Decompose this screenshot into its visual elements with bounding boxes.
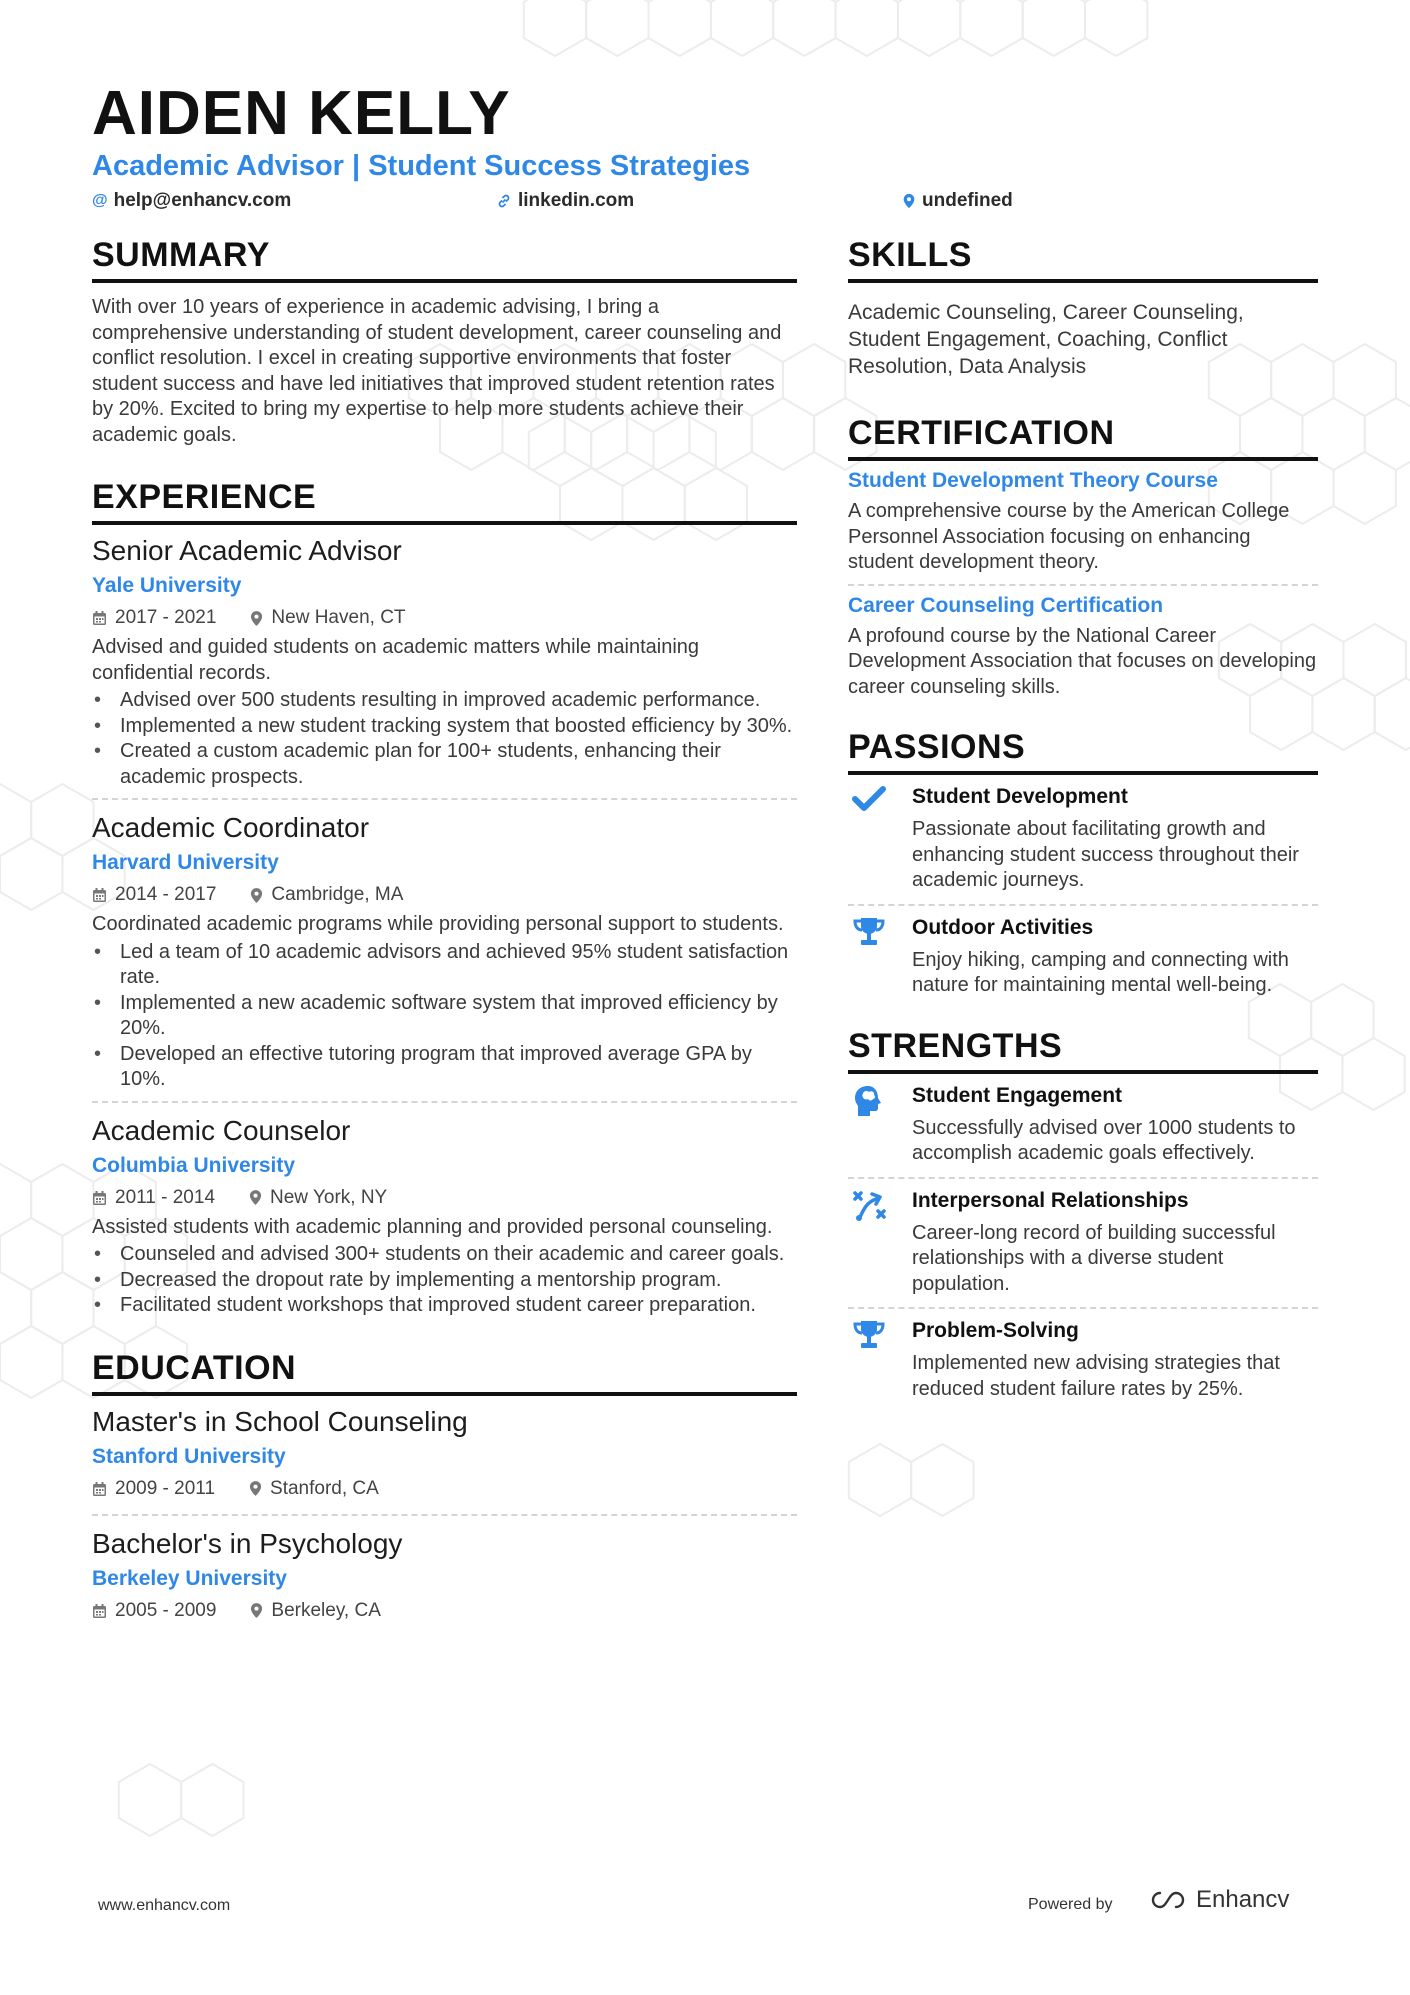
education-dates: 2009 - 2011	[115, 1477, 216, 1499]
passions-section	[848, 728, 1318, 1009]
strengths-section	[848, 1027, 1318, 1413]
job-location: Cambridge, MA	[271, 884, 404, 905]
at-icon: @	[92, 192, 108, 209]
location-text: undefined	[922, 190, 1013, 211]
experience-item	[92, 808, 797, 1103]
strength-title: Problem-Solving	[912, 1319, 1079, 1342]
summary-heading: SUMMARY	[92, 236, 797, 283]
location-pin-icon	[249, 1480, 262, 1497]
job-organization: Columbia University	[92, 1153, 296, 1177]
achievement-item: • Created a custom academic plan for 100+ students, enhancing their academic prospects.	[92, 739, 797, 790]
passions-heading: PASSIONS	[848, 728, 1318, 775]
job-location: New York, NY	[270, 1186, 388, 1208]
experience-heading: EXPERIENCE	[92, 478, 797, 525]
skills-heading: SKILLS	[848, 236, 1318, 283]
job-location: New Haven, CT	[271, 607, 406, 628]
email-text: help@enhancv.com	[113, 190, 292, 211]
footer-powered-by: Powered by	[1028, 1896, 1113, 1913]
enhancv-logo[interactable]	[1146, 1886, 1289, 1914]
job-description: Coordinated academic programs while providing personal support to students.	[92, 913, 784, 935]
passion-title: Student Development	[912, 785, 1128, 808]
contact-location	[902, 190, 1013, 212]
achievement-item: • Advised over 500 students resulting in improved academic performance.	[92, 688, 797, 714]
job-dates: 2011 - 2014	[115, 1186, 216, 1208]
achievement-item: • Implemented a new student tracking system that boosted efficiency by 30%.	[92, 714, 797, 740]
location-pin-icon	[250, 610, 263, 627]
passion-title: Outdoor Activities	[912, 915, 1094, 939]
linkedin-text: linkedin.com	[518, 190, 635, 211]
passion-text: Enjoy hiking, camping and connecting with nature for maintaining mental well-being.	[912, 948, 1289, 996]
left-column	[92, 236, 797, 1636]
strategy-icon	[852, 1189, 888, 1223]
link-icon	[496, 193, 512, 209]
calendar-icon	[92, 1603, 107, 1619]
education-item	[92, 1524, 797, 1636]
job-dates: 2017 - 2021	[115, 607, 217, 628]
strengths-heading: STRENGTHS	[848, 1027, 1318, 1074]
experience-section	[92, 478, 797, 1327]
passion-item	[848, 775, 1318, 906]
achievement-item: • Developed an effective tutoring program that improved average GPA by 10%.	[92, 1042, 797, 1093]
education-heading: EDUCATION	[92, 1349, 797, 1396]
job-title: Senior Academic Advisor	[92, 535, 402, 566]
location-pin-icon	[250, 1602, 263, 1619]
contact-linkedin[interactable]	[496, 190, 634, 212]
candidate-name: AIDEN KELLY	[92, 79, 511, 148]
skills-text: Academic Counseling, Career Counseling, Student Engagement, Coaching, Conflict Resolution, Data Analysis	[848, 301, 1244, 378]
footer-website[interactable]: www.enhancv.com	[98, 1897, 231, 1914]
calendar-icon	[92, 1190, 107, 1206]
enhancv-logo-icon	[1146, 1889, 1190, 1911]
strength-text: Career-long record of building successful relationships with a diverse student population.	[912, 1221, 1276, 1295]
check-icon	[852, 785, 886, 813]
calendar-icon	[92, 610, 107, 626]
certification-heading: CERTIFICATION	[848, 414, 1318, 461]
location-pin-icon	[902, 193, 916, 209]
job-title: Academic Coordinator	[92, 812, 370, 843]
strength-title: Student Engagement	[912, 1083, 1123, 1107]
certification-section	[848, 414, 1318, 708]
job-achievements	[92, 688, 797, 790]
strength-text: Successfully advised over 1000 students to accomplish academic goals effectively.	[912, 1116, 1296, 1164]
right-column	[848, 236, 1318, 1412]
achievement-item: • Facilitated student workshops that improved student career preparation.	[92, 1293, 797, 1319]
education-location: Berkeley, CA	[271, 1599, 381, 1621]
contact-email[interactable]	[92, 190, 291, 212]
calendar-icon	[92, 887, 107, 903]
school-name: Berkeley University	[92, 1566, 287, 1590]
candidate-tagline: Academic Advisor | Student Success Strategies	[92, 150, 751, 182]
job-organization: Harvard University	[92, 851, 279, 874]
summary-section	[92, 236, 797, 448]
achievement-item: • Implemented a new academic software system that improved efficiency by 20%.	[92, 991, 797, 1042]
skills-section	[848, 236, 1318, 380]
passion-item	[848, 906, 1318, 1009]
certification-item	[848, 586, 1318, 709]
job-meta	[92, 1181, 797, 1215]
degree-title: Master's in School Counseling	[92, 1405, 468, 1437]
achievement-item: • Counseled and advised 300+ students on their academic and career goals.	[92, 1242, 797, 1268]
job-meta	[92, 878, 797, 912]
location-pin-icon	[249, 1189, 262, 1206]
head-brain-icon	[852, 1084, 884, 1118]
strength-item	[848, 1179, 1318, 1310]
summary-text: With over 10 years of experience in academic advising, I bring a comprehensive understanding of student development, career counseling and conflict resolution. I excel in creating supportive environments that foster student success and have led initiatives that improved student retention rates by 20%. Excited to bring my expertise to help more students achieve their academic goals.	[92, 296, 782, 446]
strength-item	[848, 1309, 1318, 1412]
school-name: Stanford University	[92, 1444, 286, 1468]
job-achievements	[92, 940, 797, 1093]
job-title: Academic Counselor	[92, 1114, 351, 1146]
certification-text: A comprehensive course by the American College Personnel Association focusing on enhancing student development theory.	[848, 500, 1290, 573]
job-organization: Yale University	[92, 574, 242, 597]
calendar-icon	[92, 1481, 107, 1497]
certification-item	[848, 461, 1318, 586]
job-dates: 2014 - 2017	[115, 884, 217, 905]
achievement-item: • Led a team of 10 academic advisors and achieved 95% student satisfaction rate.	[92, 940, 797, 991]
trophy-icon	[852, 1319, 886, 1351]
education-meta	[92, 1472, 797, 1506]
experience-item	[92, 1111, 797, 1327]
education-item	[92, 1402, 797, 1516]
strength-title: Interpersonal Relationships	[912, 1188, 1189, 1212]
education-meta	[92, 1594, 797, 1628]
job-meta	[92, 601, 797, 635]
degree-title: Bachelor's in Psychology	[92, 1527, 403, 1559]
education-dates: 2005 - 2009	[115, 1599, 217, 1621]
certification-title: Career Counseling Certification	[848, 593, 1164, 617]
education-section	[92, 1349, 797, 1636]
strength-text: Implemented new advising strategies that reduced student failure rates by 25%.	[912, 1352, 1280, 1400]
achievement-item: • Decreased the dropout rate by implementing a mentorship program.	[92, 1268, 797, 1294]
passion-text: Passionate about facilitating growth and enhancing student success throughout their academic journeys.	[912, 818, 1299, 891]
certification-title: Student Development Theory Course	[848, 469, 1218, 492]
certification-text: A profound course by the National Career Development Association that focuses on developing career counseling skills.	[848, 624, 1317, 698]
job-description: Assisted students with academic planning and provided personal counseling.	[92, 1215, 773, 1238]
job-achievements	[92, 1242, 797, 1319]
strength-item	[848, 1074, 1318, 1179]
enhancv-brand-text: Enhancv	[1196, 1886, 1290, 1913]
education-location: Stanford, CA	[270, 1477, 379, 1499]
job-description: Advised and guided students on academic matters while maintaining confidential records.	[92, 636, 700, 684]
location-pin-icon	[250, 887, 263, 904]
experience-item	[92, 531, 797, 800]
trophy-icon	[852, 916, 886, 948]
